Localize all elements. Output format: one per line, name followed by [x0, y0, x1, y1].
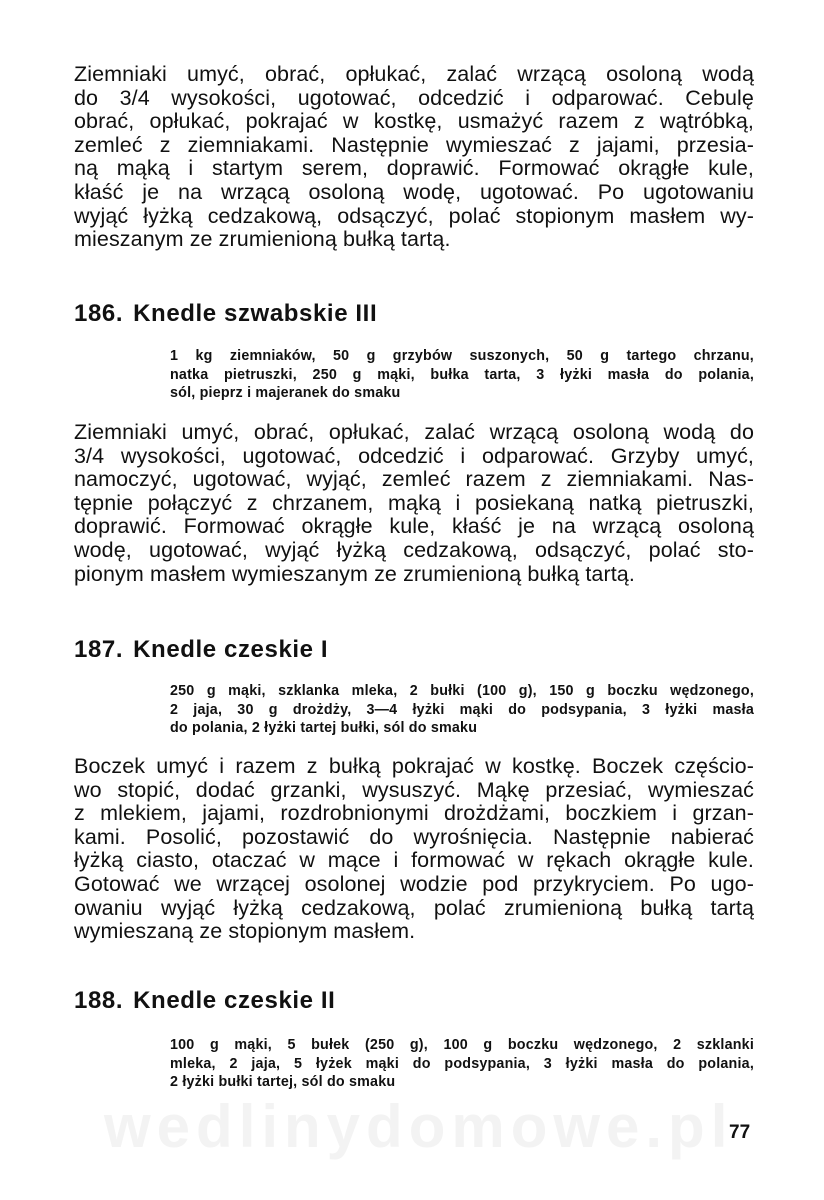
text-line: Ziemniaki umyć, obrać, opłukać, zalać wrzącą osoloną wodą do	[74, 420, 754, 444]
recipe-number: 188.	[74, 987, 124, 1014]
text-line: tępnie połączyć z chrzanem, mąką i posiekaną natką pietruszki,	[74, 490, 754, 515]
text-line: Boczek umyć i razem z bułką pokrajać w kostkę. Boczek częścio-	[74, 754, 754, 778]
text-line: wymieszaną ze stopionym masłem.	[74, 919, 416, 944]
ingredient-line: 2 jaja, 30 g drożdży, 3—4 łyżki mąki do podsypania, 3 łyżki masła	[170, 701, 754, 718]
text-line: owaniu wyjąć łyżką cedzakową, polać zrumienioną bułką tartą	[74, 895, 754, 920]
text-line: z mlekiem, jajami, rozdrobnionymi drożdżami, boczkiem i grzan-	[74, 801, 754, 826]
recipe-title: Knedle czeskie I	[133, 636, 329, 663]
text-line: Gotować we wrzącej osolonej wodzie pod przykryciem. Po ugo-	[74, 871, 754, 896]
text-line: wodę, ugotować, wyjąć łyżką cedzakową, odsączyć, polać sto-	[74, 537, 754, 562]
ingredient-line: 2 łyżki bułki tartej, sól do smaku	[170, 1074, 396, 1090]
ingredient-line: 1 kg ziemniaków, 50 g grzybów suszonych, 50 g tartego chrzanu,	[170, 348, 754, 364]
watermark: wedlinydomowe.pl	[104, 1093, 734, 1160]
text-line: łyżką ciasto, otaczać w mące i formować w rękach okrągłe kule.	[74, 848, 754, 873]
ingredient-line: natka pietruszki, 250 g mąki, bułka tarta, 3 łyżki masła do polania,	[170, 366, 754, 383]
text-line: do 3/4 wysokości, ugotować, odcedzić i odparować. Cebulę	[74, 85, 754, 110]
ingredient-line: do polania, 2 łyżki tartej bułki, sól do smaku	[170, 720, 478, 736]
text-line: wyjąć łyżką cedzakową, odsączyć, polać stopionym masłem wy-	[74, 203, 754, 228]
recipe-heading-186	[74, 300, 377, 328]
recipe-title: Knedle szwabskie III	[133, 300, 378, 327]
text-line: wo stopić, dodać grzanki, wysuszyć. Mąkę przesiać, wymieszać	[74, 777, 754, 802]
recipe-method-186	[74, 421, 754, 586]
recipe-ingredients-187	[170, 682, 754, 738]
ingredient-line: 250 g mąki, szklanka mleka, 2 bułki (100 g), 150 g boczku wędzonego,	[170, 683, 754, 699]
text-line: kłaść je na wrzącą osoloną wodę, ugotować. Po ugotowaniu	[74, 179, 754, 204]
text-line: zemleć z ziemniakami. Następnie wymieszać z jajami, przesia-	[74, 132, 754, 157]
recipe-title: Knedle czeskie II	[133, 987, 336, 1014]
recipe-heading-188	[74, 987, 335, 1015]
recipe-ingredients-186	[170, 347, 754, 403]
text-line: doprawić. Formować okrągłe kule, kłaść je na wrzącą osoloną	[74, 514, 754, 539]
text-line: mieszanym ze zrumienioną bułką tartą.	[74, 227, 451, 252]
page-number: 77	[729, 1122, 751, 1143]
ingredient-line: mleka, 2 jaja, 5 łyżek mąki do podsypania, 3 łyżki masła do polania,	[170, 1055, 754, 1072]
text-line: pionym masłem wymieszanym ze zrumienioną bułką tartą.	[74, 561, 635, 586]
intro-paragraph	[74, 63, 754, 252]
recipe-number: 187.	[74, 636, 124, 663]
text-line: ną mąką i startym serem, doprawić. Formować okrągłe kule,	[74, 156, 754, 181]
text-line: 3/4 wysokości, ugotować, odcedzić i odparować. Grzyby umyć,	[74, 443, 754, 468]
recipe-heading-187	[74, 636, 328, 664]
ingredient-line: sól, pieprz i majeranek do smaku	[170, 385, 401, 401]
ingredient-line: 100 g mąki, 5 bułek (250 g), 100 g boczku wędzonego, 2 szklanki	[170, 1037, 754, 1053]
text-line: Ziemniaki umyć, obrać, opłukać, zalać wrzącą osoloną wodą	[74, 62, 754, 86]
recipe-method-187	[74, 755, 754, 944]
recipe-number: 186.	[74, 300, 124, 327]
recipe-ingredients-188	[170, 1036, 754, 1092]
text-line: namoczyć, ugotować, wyjąć, zemleć razem z ziemniakami. Nas-	[74, 467, 754, 492]
text-line: kami. Posolić, pozostawić do wyrośnięcia. Następnie nabierać	[74, 824, 754, 849]
text-line: obrać, opłukać, pokrajać w kostkę, usmażyć razem z wątróbką,	[74, 109, 754, 134]
